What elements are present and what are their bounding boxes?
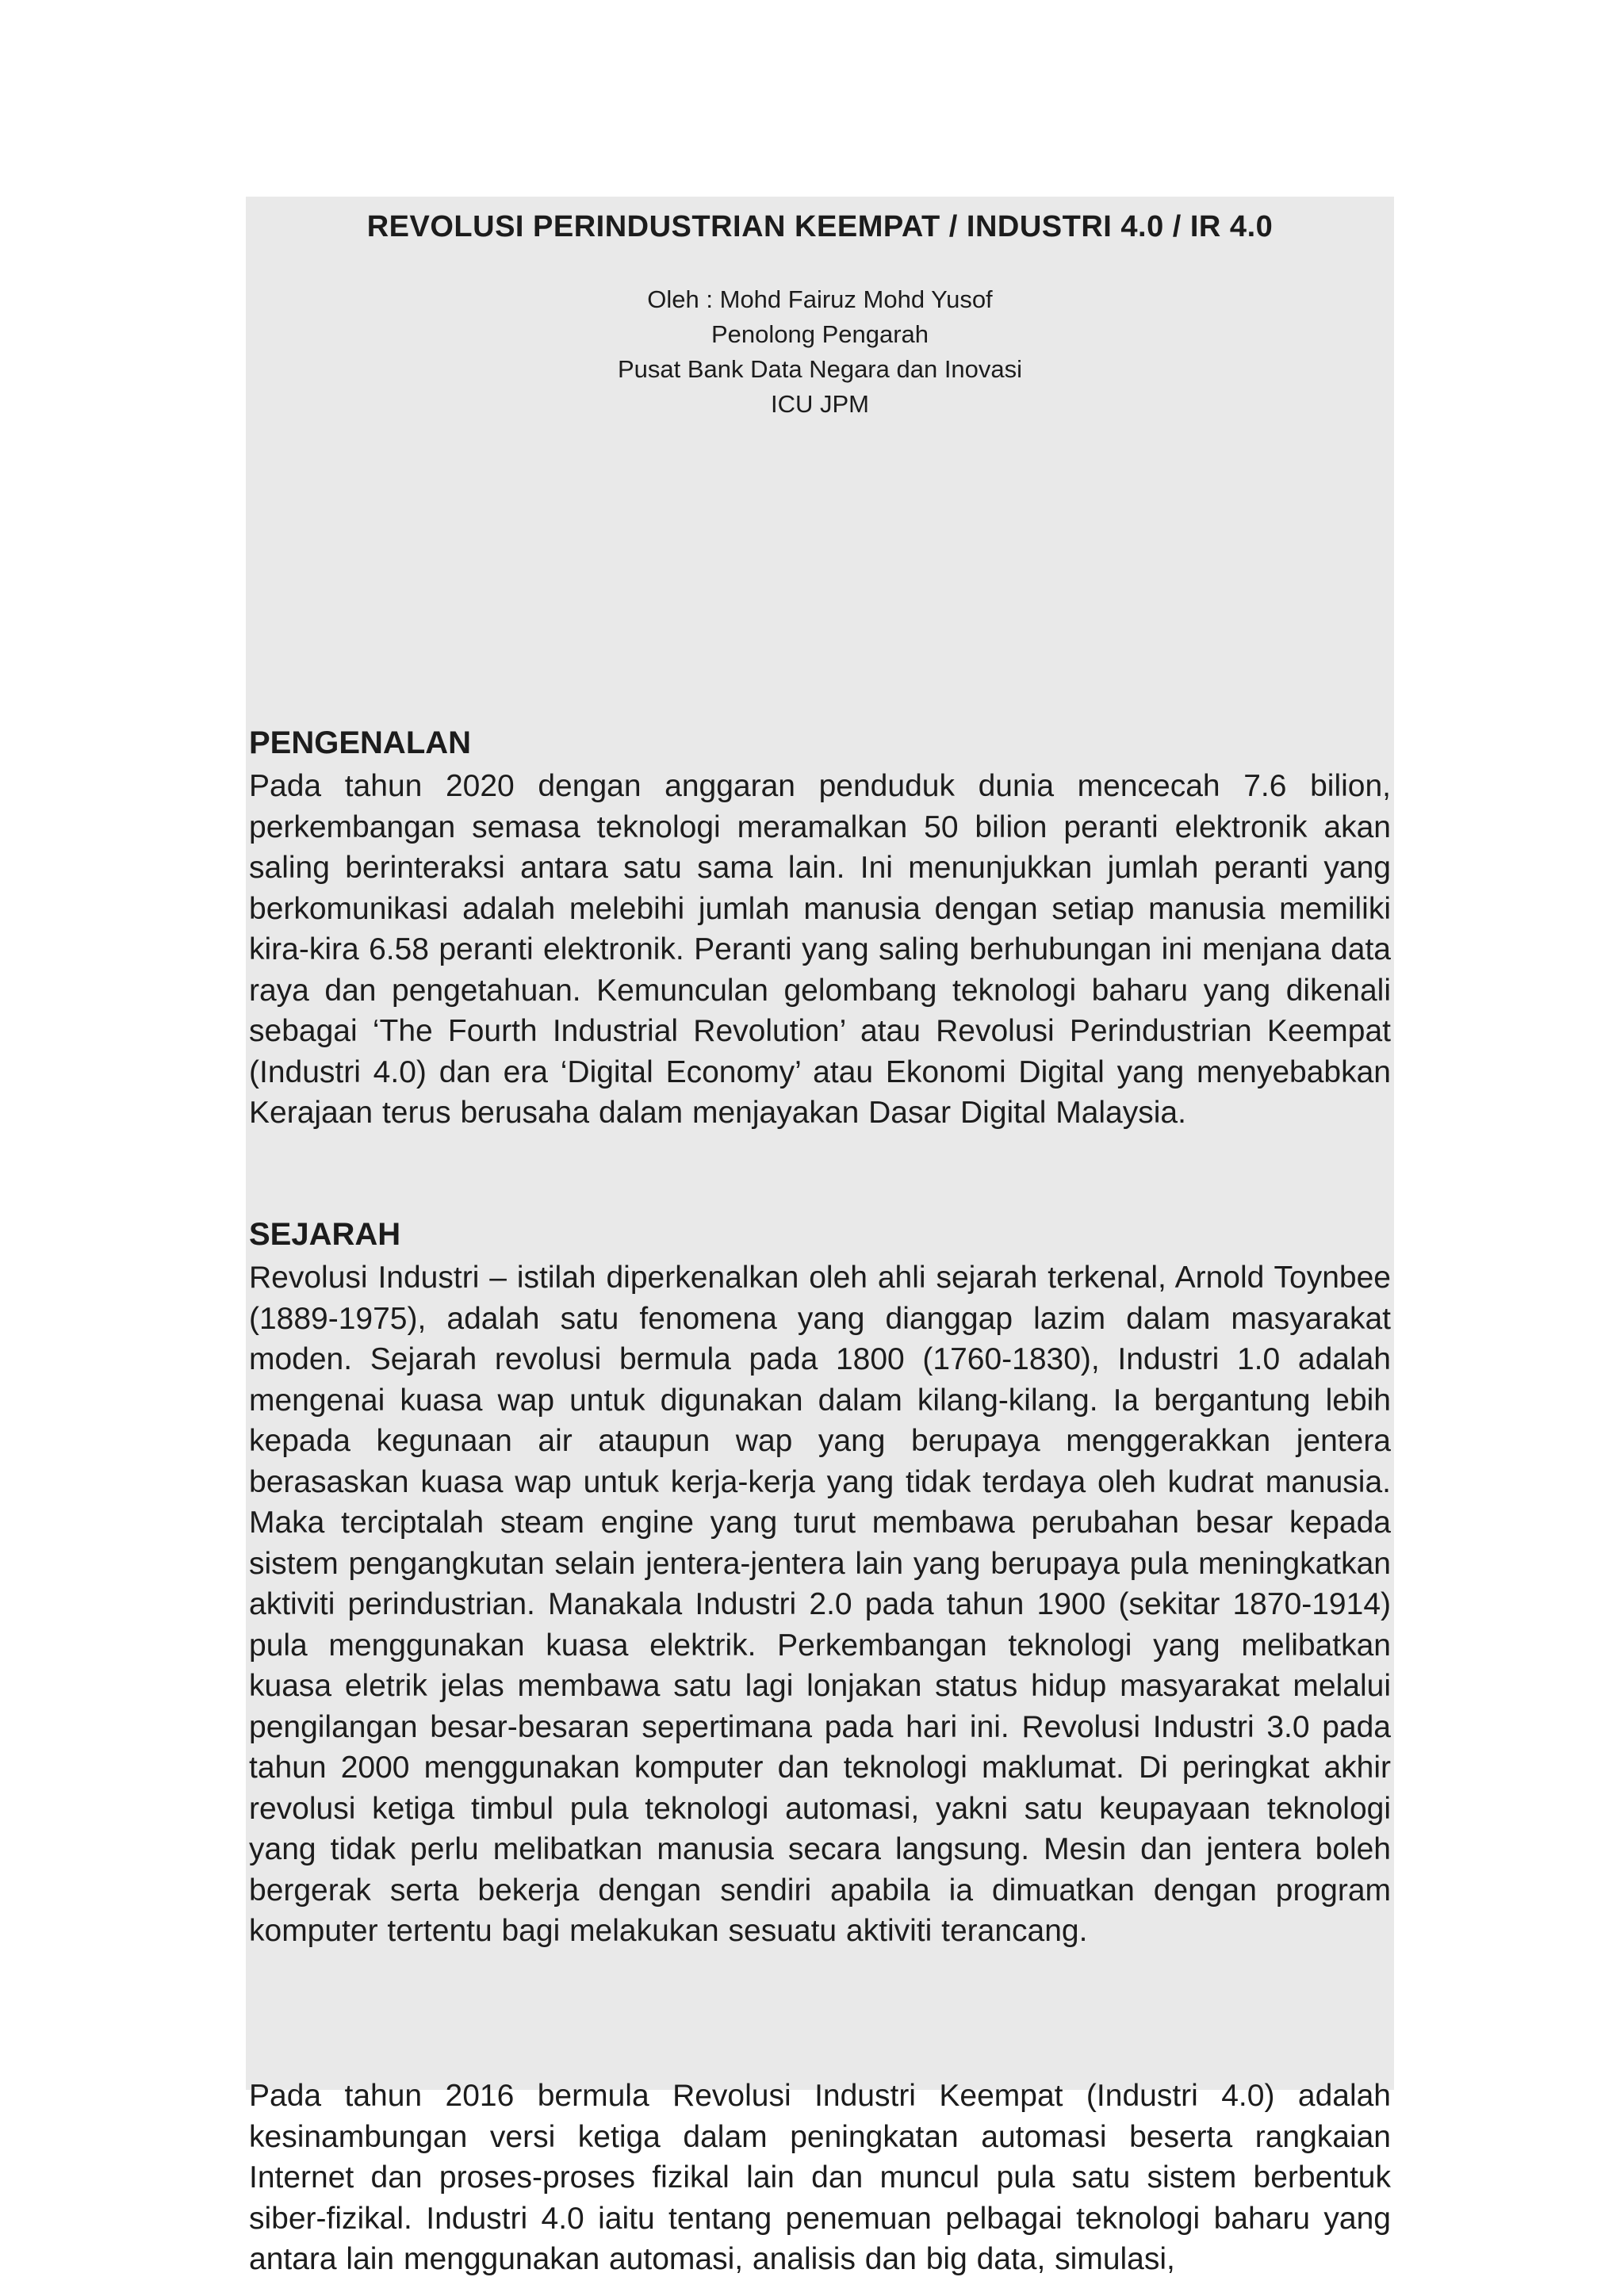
author-position: Penolong Pengarah bbox=[710, 320, 929, 348]
section-history bbox=[249, 1215, 1391, 1952]
paragraph-history: Revolusi Industri – istilah diperkenalkan oleh ahli sejarah terkenal, Arnold Toynbee (1889-1975), adalah satu fenomena yang dianggap lazim dalam masyarakat moden. Sejarah revolusi bermula pada 1800 (1760-1830), Industri 1.0 adalah mengenai kuasa wap untuk digunakan dalam kilang-kilang. Ia bergantung lebih kepada kegunaan air ataupun wap yang berupaya menggerakkan jentera berasaskan kuasa wap untuk kerja-kerja yang tidak terdaya oleh kudrat manusia. Maka terciptalah steam engine yang turut membawa perubahan besar kepada sistem pengangkutan selain jentera-jentera lain yang berupaya pula meningkatkan aktiviti perindustrian. Manakala Industri 2.0 pada tahun 1900 (sekitar 1870-1914) pula menggunakan kuasa elektrik. Perkembangan teknologi yang melibatkan kuasa eletrik jelas membawa satu lagi lonjakan status hidup masyarakat melalui pengilangan besar-besaran sepertimana pada hari ini. Revolusi Industri 3.0 pada tahun 2000 menggunakan komputer dan teknologi maklumat. Di peringkat akhir revolusi ketiga timbul pula teknologi automasi, yakni satu keupayaan teknologi yang tidak perlu melibatkan manusia secara langsung. Mesin dan jentera boleh bergerak serta bekerja dengan sendiri apabila ia dimuatkan dengan program komputer tertentu bagi melakukan sesuatu aktiviti terancang. bbox=[249, 1261, 1391, 1948]
paragraph-introduction: Pada tahun 2020 dengan anggaran penduduk dunia mencecah 7.6 bilion, perkembangan semasa teknologi meramalkan 50 bilion peranti elektronik akan saling berinteraksi antara satu sama lain. Ini menunjukkan jumlah peranti yang berkomunikasi adalah melebihi jumlah manusia dengan setiap manusia memiliki kira-kira 6.58 peranti elektronik. Peranti yang saling berhubungan ini menjana data raya dan pengetahuan. Kemunculan gelombang teknologi baharu yang dikenali sebagai ‘The Fourth Industrial Revolution’ atau Revolusi Perindustrian Keempat (Industri 4.0) dan era ‘Digital Economy’ atau Ekonomi Digital yang menyebabkan Kerajaan terus berusaha dalam menjayakan Dasar Digital Malaysia. bbox=[249, 769, 1391, 1130]
author-unit: ICU JPM bbox=[771, 390, 869, 418]
section-introduction bbox=[249, 723, 1391, 1134]
paragraph-industry-4: Pada tahun 2016 bermula Revolusi Industri Keempat (Industri 4.0) adalah kesinambungan versi ketiga dalam peningkatan automasi beserta rangkaian Internet dan proses-proses fizikal lain dan muncul pula satu sistem berbentuk siber-fizikal. Industri 4.0 iaitu tentang penemuan pelbagai teknologi baharu yang antara lain menggunakan automasi, analisis dan big data, simulasi, bbox=[249, 2079, 1391, 2276]
section-heading-introduction: PENGENALAN bbox=[249, 725, 472, 760]
author-name: Oleh : Mohd Fairuz Mohd Yusof bbox=[647, 285, 993, 313]
author-organization: Pusat Bank Data Negara dan Inovasi bbox=[617, 355, 1023, 383]
section-industry-4 bbox=[249, 2076, 1391, 2280]
document-panel bbox=[246, 197, 1394, 2276]
section-heading-history: SEJARAH bbox=[249, 1217, 401, 1252]
document-title: REVOLUSI PERINDUSTRIAN KEEMPAT / INDUSTRI 4.0 / IR 4.0 bbox=[366, 210, 1274, 243]
author-block bbox=[246, 282, 1394, 422]
